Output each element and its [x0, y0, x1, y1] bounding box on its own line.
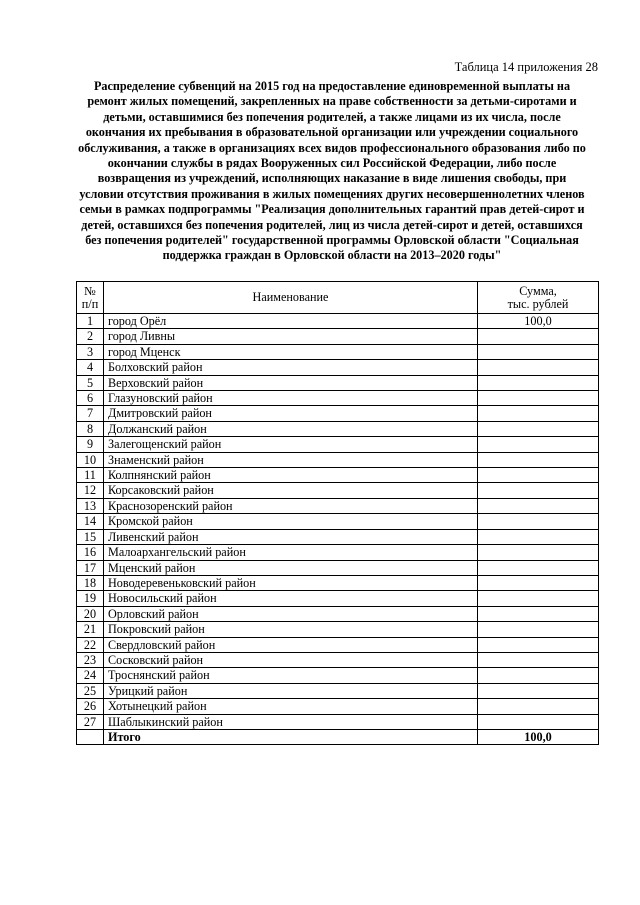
row-sum — [478, 591, 599, 606]
row-number: 6 — [77, 391, 104, 406]
row-name: Хотынецкий район — [104, 699, 478, 714]
row-sum — [478, 652, 599, 667]
table-reference: Таблица 14 приложения 28 — [454, 60, 598, 74]
table-row — [77, 421, 599, 436]
row-sum — [478, 529, 599, 544]
row-name: город Ливны — [104, 329, 478, 344]
row-number: 16 — [77, 545, 104, 560]
table-row — [77, 344, 599, 359]
row-number: 23 — [77, 652, 104, 667]
row-sum — [478, 545, 599, 560]
table-row — [77, 314, 599, 329]
row-number: 9 — [77, 437, 104, 452]
row-sum — [478, 714, 599, 729]
subsidy-table — [76, 281, 599, 745]
row-number: 3 — [77, 344, 104, 359]
row-name: Свердловский район — [104, 637, 478, 652]
table-row — [77, 606, 599, 621]
row-number: 2 — [77, 329, 104, 344]
table-row — [77, 622, 599, 637]
header-number-line2: п/п — [81, 296, 99, 311]
row-sum — [478, 452, 599, 467]
row-number: 14 — [77, 514, 104, 529]
table-row — [77, 637, 599, 652]
header-number — [77, 282, 104, 314]
header-name: Наименование — [104, 282, 478, 314]
row-number: 5 — [77, 375, 104, 390]
total-label: Итого — [104, 729, 478, 744]
row-name: Глазуновский район — [104, 391, 478, 406]
total-row — [77, 729, 599, 744]
row-number: 26 — [77, 699, 104, 714]
row-sum — [478, 514, 599, 529]
table-row — [77, 529, 599, 544]
total-number-cell — [77, 729, 104, 744]
row-number: 8 — [77, 421, 104, 436]
table-row — [77, 468, 599, 483]
row-sum — [478, 606, 599, 621]
row-number: 13 — [77, 498, 104, 513]
row-number: 12 — [77, 483, 104, 498]
table-row — [77, 668, 599, 683]
table-body — [77, 314, 599, 745]
row-sum — [478, 498, 599, 513]
table-row — [77, 575, 599, 590]
table-row — [77, 714, 599, 729]
table-row — [77, 545, 599, 560]
row-number: 27 — [77, 714, 104, 729]
table-row — [77, 360, 599, 375]
row-name: Новодеревеньковский район — [104, 575, 478, 590]
row-name: город Мценск — [104, 344, 478, 359]
row-name: Знаменский район — [104, 452, 478, 467]
row-sum — [478, 683, 599, 698]
row-number: 19 — [77, 591, 104, 606]
table-row — [77, 699, 599, 714]
row-number: 24 — [77, 668, 104, 683]
table-row — [77, 375, 599, 390]
row-number: 7 — [77, 406, 104, 421]
row-sum — [478, 668, 599, 683]
row-name: Троснянский район — [104, 668, 478, 683]
row-name: Краснозоренский район — [104, 498, 478, 513]
row-sum — [478, 344, 599, 359]
row-sum — [478, 360, 599, 375]
row-name: Сосковский район — [104, 652, 478, 667]
table-row — [77, 483, 599, 498]
row-name: Колпнянский район — [104, 468, 478, 483]
row-name: Новосильский район — [104, 591, 478, 606]
header-number-line1: № — [84, 283, 96, 298]
row-name: Мценский район — [104, 560, 478, 575]
header-sum — [478, 282, 599, 314]
row-number: 21 — [77, 622, 104, 637]
row-name: Корсаковский район — [104, 483, 478, 498]
row-name: Залегощенский район — [104, 437, 478, 452]
row-number: 20 — [77, 606, 104, 621]
row-sum — [478, 329, 599, 344]
row-name: Шаблыкинский район — [104, 714, 478, 729]
table-row — [77, 514, 599, 529]
row-sum — [478, 560, 599, 575]
row-sum — [478, 437, 599, 452]
total-sum: 100,0 — [478, 729, 599, 744]
row-name: Должанский район — [104, 421, 478, 436]
row-name: Орловский район — [104, 606, 478, 621]
row-sum — [478, 622, 599, 637]
header-sum-line1: Сумма, — [519, 283, 557, 298]
row-name: Дмитровский район — [104, 406, 478, 421]
row-name: Верховский район — [104, 375, 478, 390]
row-number: 15 — [77, 529, 104, 544]
row-sum — [478, 391, 599, 406]
row-sum — [478, 421, 599, 436]
row-name: Болховский район — [104, 360, 478, 375]
row-number: 10 — [77, 452, 104, 467]
row-name: город Орёл — [104, 314, 478, 329]
row-number: 18 — [77, 575, 104, 590]
table-row — [77, 683, 599, 698]
row-sum — [478, 406, 599, 421]
row-number: 1 — [77, 314, 104, 329]
row-sum — [478, 637, 599, 652]
row-sum — [478, 468, 599, 483]
row-number: 22 — [77, 637, 104, 652]
row-name: Кромской район — [104, 514, 478, 529]
table-row — [77, 391, 599, 406]
row-sum: 100,0 — [478, 314, 599, 329]
table-row — [77, 329, 599, 344]
header-sum-line2: тыс. рублей — [507, 296, 569, 311]
row-name: Урицкий район — [104, 683, 478, 698]
row-number: 25 — [77, 683, 104, 698]
row-sum — [478, 699, 599, 714]
row-sum — [478, 375, 599, 390]
table-row — [77, 437, 599, 452]
row-sum — [478, 483, 599, 498]
table-row — [77, 591, 599, 606]
document-title: Распределение субвенций на 2015 год на предоставление единовременной выплаты на ремонт жилых помещений, закрепленных на праве собственности за детьми-сиротами и детьми, оставшимися без попечения родителей, а также лицами из их числа, после окончания их пребывания в образовательной организации или учреждении социального обслуживания, а также в организациях всех видов профессионального образования либо по окончании службы в рядах Вооруженных сил Российской Федерации, либо после возвращения из учреждений, исполняющих наказание в виде лишения свободы, при условии отсутствия проживания в жилых помещениях других несовершеннолетних членов семьи в рамках подпрограммы "Реализация дополнительных гарантий прав детей-сирот и детей, оставшихся без попечения родителей, лиц из числа детей-сирот и детей, оставшихся без попечения родителей" государственной программы Орловской области "Социальная поддержка граждан в Орловской области на 2013–2020 годы" — [78, 79, 586, 263]
row-name: Покровский район — [104, 622, 478, 637]
row-number: 11 — [77, 468, 104, 483]
row-name: Ливенский район — [104, 529, 478, 544]
table-row — [77, 498, 599, 513]
row-number: 4 — [77, 360, 104, 375]
table-row — [77, 406, 599, 421]
table-row — [77, 452, 599, 467]
table-header-row — [77, 282, 599, 314]
row-name: Малоархангельский район — [104, 545, 478, 560]
table-row — [77, 560, 599, 575]
row-sum — [478, 575, 599, 590]
table-row — [77, 652, 599, 667]
row-number: 17 — [77, 560, 104, 575]
